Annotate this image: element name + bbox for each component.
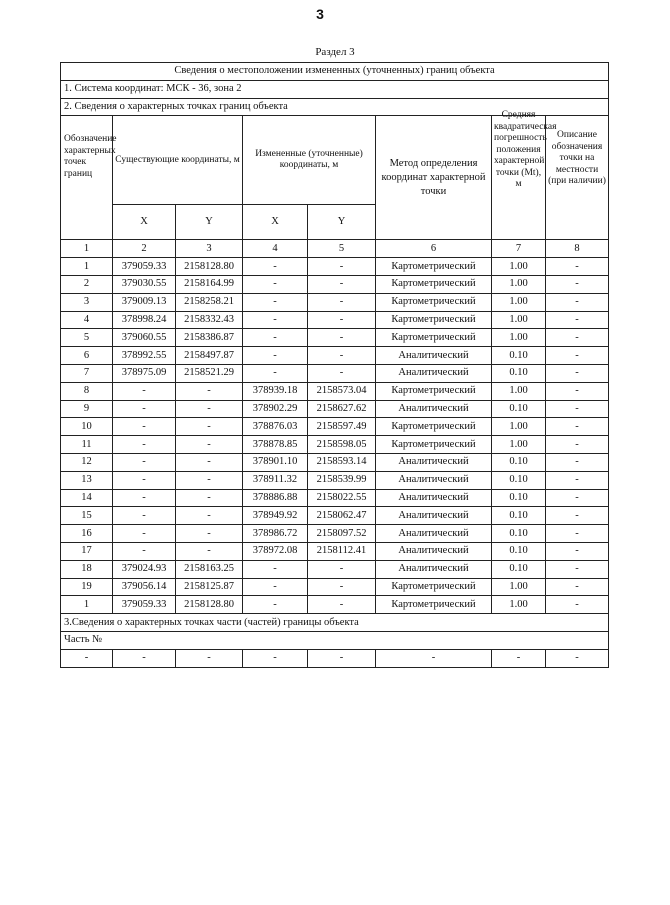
description-cell: - (546, 578, 609, 596)
method-cell: Аналитический (376, 560, 492, 578)
existing-x-cell: - (113, 436, 176, 454)
changed-y-cell: - (308, 311, 376, 329)
table-row (61, 507, 609, 525)
table-row (61, 560, 609, 578)
accuracy-cell: 1.00 (492, 258, 546, 276)
changed-x-cell: - (243, 275, 308, 293)
header-changed-y: Y (308, 205, 376, 240)
table-row (61, 293, 609, 311)
description-cell: - (546, 275, 609, 293)
table-title: Сведения о местоположении измененных (уточненных) границ объекта (61, 63, 609, 81)
method-cell: Аналитический (376, 347, 492, 365)
changed-x-cell: 378972.08 (243, 542, 308, 560)
existing-x-cell: - (113, 418, 176, 436)
table-row (61, 400, 609, 418)
point-number-cell: 12 (61, 453, 113, 471)
header-description: Описание обозначения точки на местности (при наличии) (546, 116, 609, 240)
header-method: Метод определения координат характерной точки (376, 116, 492, 240)
table-row (61, 453, 609, 471)
description-cell: - (546, 311, 609, 329)
section-label: Раздел 3 (315, 46, 355, 58)
changed-x-cell: - (243, 258, 308, 276)
column-number: 3 (176, 240, 243, 258)
changed-y-cell: 2158598.05 (308, 436, 376, 454)
method-cell: Картометрический (376, 275, 492, 293)
point-number-cell: 10 (61, 418, 113, 436)
accuracy-cell: 1.00 (492, 578, 546, 596)
changed-x-cell: 378949.92 (243, 507, 308, 525)
existing-x-cell: - (113, 507, 176, 525)
method-cell: Аналитический (376, 400, 492, 418)
existing-y-cell: 2158128.80 (176, 596, 243, 614)
changed-x-cell: - (243, 329, 308, 347)
column-number: 5 (308, 240, 376, 258)
point-number-cell: 7 (61, 364, 113, 382)
existing-y-cell: 2158386.87 (176, 329, 243, 347)
description-cell: - (546, 364, 609, 382)
existing-y-cell: - (176, 542, 243, 560)
changed-x-cell: 378902.29 (243, 400, 308, 418)
table-row (61, 436, 609, 454)
page-number: 3 (316, 6, 324, 22)
existing-y-cell: - (176, 471, 243, 489)
changed-x-cell: - (243, 578, 308, 596)
description-cell: - (546, 453, 609, 471)
table-row (61, 542, 609, 560)
part-cell: - (176, 649, 243, 667)
table-row (61, 489, 609, 507)
header-existing-coordinates: Существующие координаты, м (113, 116, 243, 205)
existing-y-cell: - (176, 436, 243, 454)
existing-y-cell: - (176, 525, 243, 543)
point-number-cell: 19 (61, 578, 113, 596)
changed-x-cell: - (243, 347, 308, 365)
method-cell: Картометрический (376, 382, 492, 400)
existing-y-cell: - (176, 489, 243, 507)
point-number-cell: 18 (61, 560, 113, 578)
column-number-row (61, 240, 609, 258)
existing-x-cell: - (113, 471, 176, 489)
boundary-points-table (60, 62, 609, 668)
description-cell: - (546, 258, 609, 276)
changed-y-cell: 2158573.04 (308, 382, 376, 400)
method-cell: Картометрический (376, 596, 492, 614)
method-cell: Аналитический (376, 489, 492, 507)
accuracy-cell: 0.10 (492, 471, 546, 489)
method-cell: Картометрический (376, 293, 492, 311)
accuracy-cell: 1.00 (492, 275, 546, 293)
point-number-cell: 15 (61, 507, 113, 525)
existing-x-cell: 379059.33 (113, 258, 176, 276)
table-row (61, 275, 609, 293)
changed-y-cell: - (308, 578, 376, 596)
method-cell: Картометрический (376, 578, 492, 596)
existing-x-cell: 379024.93 (113, 560, 176, 578)
existing-x-cell: - (113, 525, 176, 543)
description-cell: - (546, 596, 609, 614)
existing-y-cell: 2158497.87 (176, 347, 243, 365)
existing-y-cell: 2158163.25 (176, 560, 243, 578)
changed-y-cell: - (308, 293, 376, 311)
point-number-cell: 11 (61, 436, 113, 454)
point-number-cell: 14 (61, 489, 113, 507)
changed-y-cell: 2158062.47 (308, 507, 376, 525)
table-row (61, 347, 609, 365)
method-cell: Картометрический (376, 311, 492, 329)
existing-x-cell: - (113, 453, 176, 471)
accuracy-cell: 0.10 (492, 542, 546, 560)
column-number: 7 (492, 240, 546, 258)
table-row (61, 364, 609, 382)
point-number-cell: 9 (61, 400, 113, 418)
description-cell: - (546, 489, 609, 507)
changed-y-cell: - (308, 258, 376, 276)
method-cell: Картометрический (376, 436, 492, 454)
description-cell: - (546, 382, 609, 400)
column-number: 1 (61, 240, 113, 258)
changed-x-cell: - (243, 364, 308, 382)
point-number-cell: 13 (61, 471, 113, 489)
accuracy-cell: 1.00 (492, 418, 546, 436)
description-cell: - (546, 507, 609, 525)
part-row (61, 649, 609, 667)
accuracy-cell: 0.10 (492, 453, 546, 471)
point-number-cell: 3 (61, 293, 113, 311)
method-cell: Картометрический (376, 258, 492, 276)
part-cell: - (61, 649, 113, 667)
existing-y-cell: 2158258.21 (176, 293, 243, 311)
accuracy-cell: 0.10 (492, 400, 546, 418)
point-number-cell: 1 (61, 596, 113, 614)
table-row (61, 471, 609, 489)
existing-y-cell: - (176, 453, 243, 471)
changed-y-cell: 2158022.55 (308, 489, 376, 507)
existing-x-cell: - (113, 400, 176, 418)
changed-y-cell: - (308, 329, 376, 347)
changed-y-cell: - (308, 560, 376, 578)
accuracy-cell: 1.00 (492, 329, 546, 347)
points-heading: 2. Сведения о характерных точках границ объекта (61, 98, 609, 116)
header-existing-x: X (113, 205, 176, 240)
method-cell: Аналитический (376, 453, 492, 471)
header-accuracy-text: Средняя квадратическая погрешность положения характерной точки (Mt), м (494, 110, 557, 190)
changed-x-cell: 378986.72 (243, 525, 308, 543)
table-row (61, 525, 609, 543)
existing-x-cell: 378998.24 (113, 311, 176, 329)
existing-x-cell: 379030.55 (113, 275, 176, 293)
changed-x-cell: - (243, 311, 308, 329)
accuracy-cell: 0.10 (492, 364, 546, 382)
accuracy-cell: 1.00 (492, 311, 546, 329)
part-cell: - (113, 649, 176, 667)
coordinate-system-line: 1. Система координат: МСК - 36, зона 2 (61, 80, 609, 98)
description-cell: - (546, 436, 609, 454)
column-number: 2 (113, 240, 176, 258)
description-cell: - (546, 293, 609, 311)
table-row (61, 596, 609, 614)
existing-x-cell: 378975.09 (113, 364, 176, 382)
changed-x-cell: - (243, 596, 308, 614)
point-number-cell: 4 (61, 311, 113, 329)
method-cell: Аналитический (376, 507, 492, 525)
point-number-cell: 6 (61, 347, 113, 365)
description-cell: - (546, 347, 609, 365)
point-number-cell: 2 (61, 275, 113, 293)
existing-x-cell: 378992.55 (113, 347, 176, 365)
existing-y-cell: - (176, 507, 243, 525)
accuracy-cell: 1.00 (492, 382, 546, 400)
accuracy-cell: 0.10 (492, 560, 546, 578)
point-number-cell: 1 (61, 258, 113, 276)
existing-y-cell: - (176, 400, 243, 418)
method-cell: Аналитический (376, 471, 492, 489)
changed-x-cell: 378876.03 (243, 418, 308, 436)
method-cell: Аналитический (376, 364, 492, 382)
part-cell: - (243, 649, 308, 667)
description-cell: - (546, 329, 609, 347)
existing-x-cell: 379059.33 (113, 596, 176, 614)
accuracy-cell: 0.10 (492, 525, 546, 543)
part-cell: - (492, 649, 546, 667)
point-number-cell: 5 (61, 329, 113, 347)
table-row (61, 311, 609, 329)
method-cell: Аналитический (376, 525, 492, 543)
description-cell: - (546, 471, 609, 489)
accuracy-cell: 1.00 (492, 293, 546, 311)
description-cell: - (546, 560, 609, 578)
column-number: 6 (376, 240, 492, 258)
changed-y-cell: - (308, 364, 376, 382)
header-accuracy (492, 110, 557, 240)
existing-x-cell: 379056.14 (113, 578, 176, 596)
table-row (61, 258, 609, 276)
accuracy-cell: 1.00 (492, 436, 546, 454)
method-cell: Картометрический (376, 418, 492, 436)
existing-y-cell: 2158128.80 (176, 258, 243, 276)
changed-x-cell: - (243, 293, 308, 311)
changed-x-cell: 378886.88 (243, 489, 308, 507)
header-changed-x: X (243, 205, 308, 240)
point-number-cell: 16 (61, 525, 113, 543)
table-row (61, 329, 609, 347)
changed-x-cell: 378878.85 (243, 436, 308, 454)
changed-y-cell: - (308, 596, 376, 614)
changed-y-cell: 2158539.99 (308, 471, 376, 489)
existing-y-cell: 2158164.99 (176, 275, 243, 293)
existing-y-cell: 2158125.87 (176, 578, 243, 596)
part-heading: 3.Сведения о характерных точках части (частей) границы объекта (61, 614, 609, 632)
existing-x-cell: - (113, 489, 176, 507)
changed-x-cell: 378939.18 (243, 382, 308, 400)
part-cell: - (308, 649, 376, 667)
part-number-label: Часть № (61, 631, 609, 649)
accuracy-cell: 0.10 (492, 347, 546, 365)
changed-x-cell: - (243, 560, 308, 578)
description-cell: - (546, 525, 609, 543)
existing-y-cell: - (176, 382, 243, 400)
changed-y-cell: 2158597.49 (308, 418, 376, 436)
existing-x-cell: 379009.13 (113, 293, 176, 311)
existing-x-cell: - (113, 542, 176, 560)
table-row (61, 382, 609, 400)
header-existing-y: Y (176, 205, 243, 240)
changed-x-cell: 378911.32 (243, 471, 308, 489)
accuracy-cell: 0.10 (492, 507, 546, 525)
header-designation: Обозначение характерных точек границ (61, 116, 113, 240)
changed-x-cell: 378901.10 (243, 453, 308, 471)
existing-y-cell: 2158332.43 (176, 311, 243, 329)
existing-x-cell: - (113, 382, 176, 400)
part-cell: - (546, 649, 609, 667)
method-cell: Картометрический (376, 329, 492, 347)
header-changed-coordinates: Измененные (уточненные) координаты, м (243, 116, 376, 205)
column-number: 8 (546, 240, 609, 258)
description-cell: - (546, 542, 609, 560)
changed-y-cell: 2158593.14 (308, 453, 376, 471)
column-number: 4 (243, 240, 308, 258)
changed-y-cell: 2158112.41 (308, 542, 376, 560)
accuracy-cell: 0.10 (492, 489, 546, 507)
part-cell: - (376, 649, 492, 667)
points-body (61, 258, 609, 614)
description-cell: - (546, 400, 609, 418)
existing-x-cell: 379060.55 (113, 329, 176, 347)
accuracy-cell: 1.00 (492, 596, 546, 614)
changed-y-cell: 2158097.52 (308, 525, 376, 543)
table-row (61, 578, 609, 596)
point-number-cell: 8 (61, 382, 113, 400)
changed-y-cell: - (308, 275, 376, 293)
changed-y-cell: - (308, 347, 376, 365)
method-cell: Аналитический (376, 542, 492, 560)
description-cell: - (546, 418, 609, 436)
existing-y-cell: - (176, 418, 243, 436)
changed-y-cell: 2158627.62 (308, 400, 376, 418)
point-number-cell: 17 (61, 542, 113, 560)
table-row (61, 418, 609, 436)
existing-y-cell: 2158521.29 (176, 364, 243, 382)
